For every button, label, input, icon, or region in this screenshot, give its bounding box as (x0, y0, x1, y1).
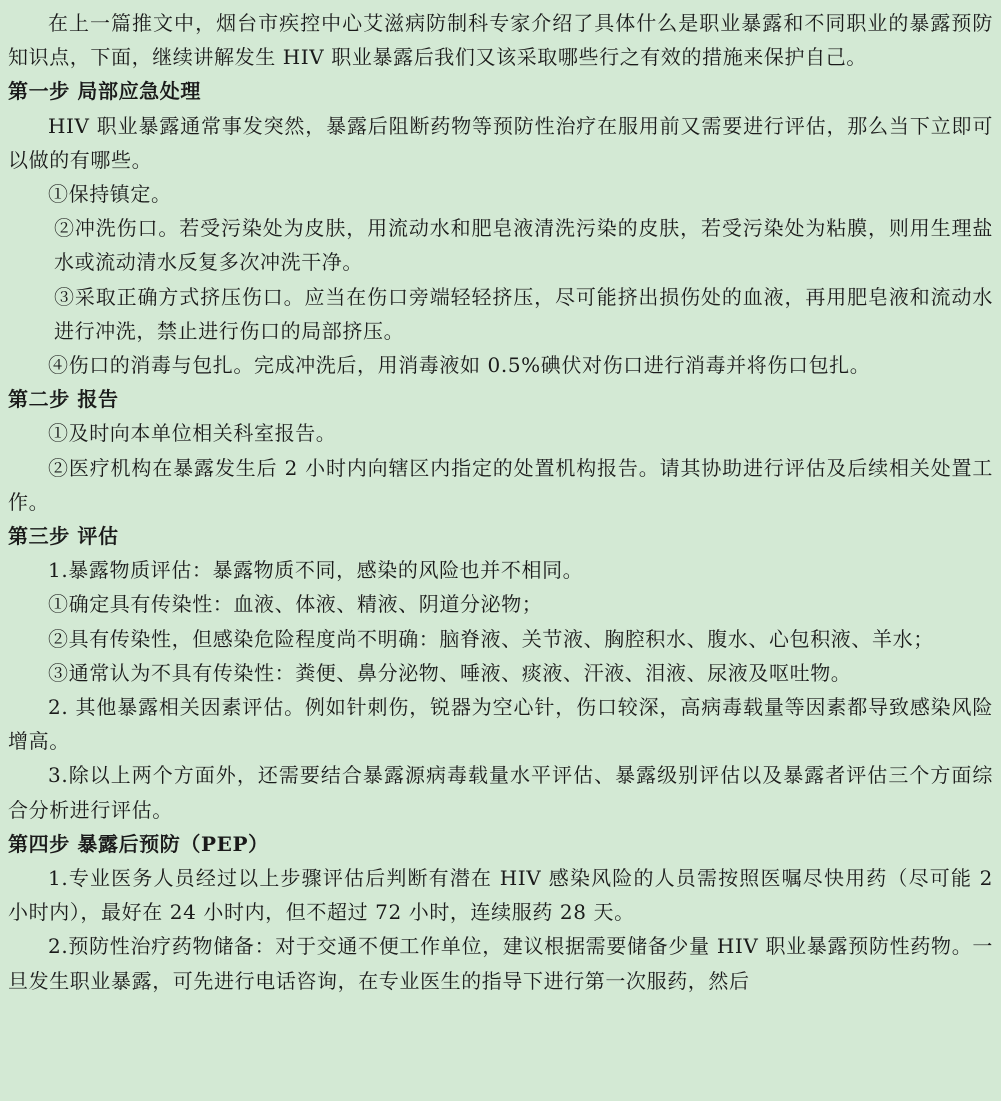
step3-item-3: ②具有传染性，但感染危险程度尚不明确：脑脊液、关节液、胸腔积水、腹水、心包积液、羊水； (48, 626, 934, 651)
step1-heading: 第一步 局部应急处理 (8, 79, 201, 104)
step2-heading: 第二步 报告 (8, 387, 119, 412)
step3-item-4: ③通常认为不具有传染性：粪便、鼻分泌物、唾液、痰液、汗液、泪液、尿液及呕吐物。 (48, 660, 852, 685)
step4-heading: 第四步 暴露后预防（PEP） (8, 831, 269, 856)
step3-item-5: 2. 其他暴露相关因素评估。例如针刺伤，锐器为空心针，伤口较深，高病毒载量等因素都导致感染风险增高。 (8, 695, 993, 754)
step1-item-4: ④伤口的消毒与包扎。完成冲洗后，用消毒液如 0.5%碘伏对伤口进行消毒并将伤口包扎。 (48, 353, 871, 378)
step1-item-2: ②冲洗伤口。若受污染处为皮肤，用流动水和肥皂液清洗污染的皮肤，若受污染处为粘膜，则用生理盐水或流动清水反复多次冲洗干净。 (54, 216, 993, 275)
step1-item-3: ③采取正确方式挤压伤口。应当在伤口旁端轻轻挤压，尽可能挤出损伤处的血液，再用肥皂液和流动水进行冲洗，禁止进行伤口的局部挤压。 (54, 284, 993, 343)
step1-item-1: ①保持镇定。 (48, 182, 172, 207)
step1-lead-paragraph: HIV 职业暴露通常事发突然，暴露后阻断药物等预防性治疗在服用前又需要进行评估，那么当下立即可以做的有哪些。 (8, 113, 993, 172)
step3-item-2: ①确定具有传染性：血液、体液、精液、阴道分泌物； (48, 592, 543, 617)
intro-paragraph: 在上一篇推文中，烟台市疾控中心艾滋病防制科专家介绍了具体什么是职业暴露和不同职业的暴露预防知识点，下面，继续讲解发生 HIV 职业暴露后我们又该采取哪些行之有效的措施来保护自己。 (8, 11, 993, 70)
step3-item-1: 1.暴露物质评估：暴露物质不同，感染的风险也并不相同。 (48, 558, 584, 583)
step2-item-2: ②医疗机构在暴露发生后 2 小时内向辖区内指定的处置机构报告。请其协助进行评估及后续相关处置工作。 (8, 455, 993, 514)
step4-item-2: 2.预防性治疗药物储备：对于交通不便工作单位，建议根据需要储备少量 HIV 职业暴露预防性药物。一旦发生职业暴露，可先进行电话咨询，在专业医生的指导下进行第一次服药，然后 (8, 934, 993, 993)
step2-item-1: ①及时向本单位相关科室报告。 (48, 421, 337, 446)
step3-item-6: 3.除以上两个方面外，还需要结合暴露源病毒载量水平评估、暴露级别评估以及暴露者评估三个方面综合分析进行评估。 (8, 763, 993, 822)
step3-heading: 第三步 评估 (8, 524, 119, 549)
step4-item-1: 1.专业医务人员经过以上步骤评估后判断有潜在 HIV 感染风险的人员需按照医嘱尽快用药（尽可能 2 小时内），最好在 24 小时内，但不超过 72 小时，连续服药 28 天。 (8, 866, 993, 925)
